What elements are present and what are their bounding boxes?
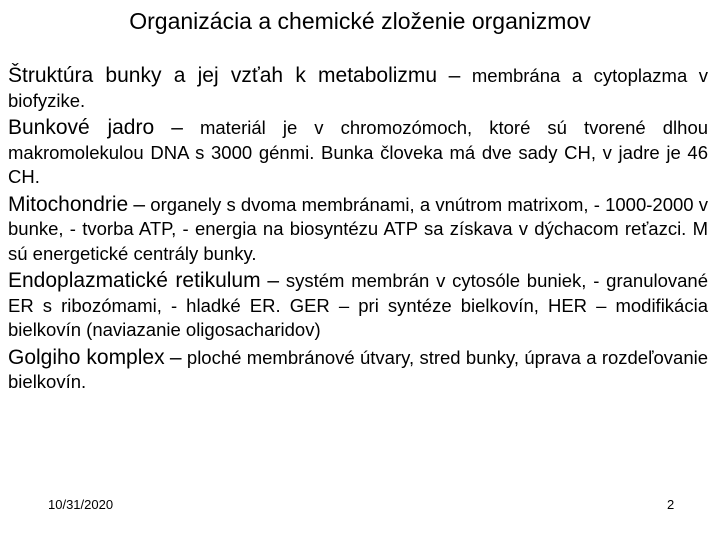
- paragraph-text: organely s dvoma membránami, a vnútrom matrixom, - 1000-2000 v bunke, - tvorba ATP, - energia na biosyntézu ATP sa získava v dýchacom reťazci. M sú energetické centrály bunky.: [8, 193, 708, 264]
- paragraph-golgi: [8, 346, 708, 395]
- paragraph-dash: –: [448, 64, 461, 87]
- paragraph-dash: –: [169, 345, 182, 369]
- paragraph-heading: Mitochondrie: [8, 192, 129, 216]
- slide-body: [8, 64, 708, 398]
- paragraph-text: membrána a cytoplazma v biofyzike.: [8, 65, 709, 111]
- paragraph-endoplasmic-reticulum: [8, 269, 708, 343]
- paragraph-dash: –: [171, 116, 183, 139]
- paragraph-nucleus: [8, 116, 708, 190]
- paragraph-text: ploché membránové útvary, stred bunky, úprava a rozdeľovanie bielkovín.: [8, 346, 709, 392]
- paragraph-heading: Bunkové jadro: [8, 116, 155, 139]
- paragraph-text: materiál je v chromozómoch, ktoré sú tvorené dlhou makromolekulou DNA s 3000 génmi. Bunka človeka má dve sady CH, v jadre je 46 CH.: [8, 117, 709, 187]
- paragraph-dash: –: [133, 192, 146, 216]
- paragraph-heading: Endoplazmatické retikulum: [8, 269, 261, 292]
- page-number: 2: [667, 497, 675, 512]
- paragraph-text: systém membrán v cytosóle buniek, - granulované ER s ribozómami, - hladké ER. GER – pri syntéze bielkovín, HER – modifikácia bielkovín (naviazanie oligosacharidov): [8, 270, 708, 340]
- paragraph-heading: Štruktúra bunky a jej vzťah k metabolizmu: [8, 64, 438, 87]
- paragraph-heading: Golgiho komplex: [8, 345, 165, 369]
- paragraph-dash: –: [267, 269, 280, 292]
- slide-title: Organizácia a chemické zloženie organizmov: [129, 8, 591, 34]
- paragraph-cell-structure: [8, 64, 708, 113]
- footer-date: 10/31/2020: [48, 497, 114, 512]
- paragraph-mitochondria: [8, 193, 708, 267]
